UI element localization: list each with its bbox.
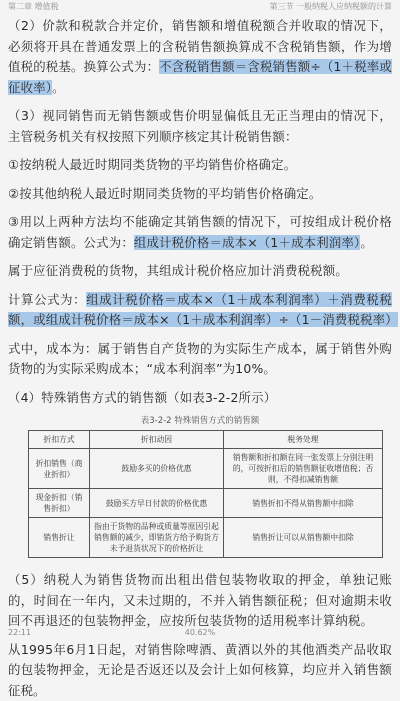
paragraph-calc-formula: 计算公式为：组成计税价格＝成本×（1＋成本利润率）＋消费税税额，或组成计税价格＝成本×（1＋成本利润率）÷（1－消费税税率） (8, 290, 392, 331)
chapter-title: 第二章 增值税 (8, 0, 59, 14)
paragraph-cost-definition: 式中，成本为：属于销售自产货物的为实际生产成本，属于销售外购货物的为实际采购成本；“成本利润率”为10%。 (8, 339, 392, 380)
reader-footer (0, 626, 400, 640)
list-item-3: ③用以上两种方法均不能确定其销售额的情况下，可按组成计税价格确定销售额。公式为：组成计税价格＝成本×（1＋成本利润率）。 (8, 212, 392, 253)
table-cell: 销售额和折扣额在同一张发票上分别注明的，可按折扣后的销售额征收增值税；否则，不得扣减销售额 (224, 449, 383, 489)
paragraph-2: （2）价款和税款合并定价，销售额和增值税额合并收取的情况下，必须将开具在普通发票上的含税销售额换算成不含税销售额，作为增值税的税基。换算公式为：不含税销售额＝含税销售额÷（1＋税率或征收率）。 (8, 16, 392, 98)
table-header-cell: 税务处理 (224, 431, 383, 449)
table-cell: 折扣销售（商业折扣） (29, 449, 90, 489)
page-content (8, 16, 392, 701)
table-cell: 销售折让 (29, 518, 90, 558)
paragraph-consumption-tax: 属于应征消费税的货物，其组成计税价格应加计消费税税额。 (8, 261, 392, 282)
table-cell: 销售折让可以从销售额中扣除 (224, 518, 383, 558)
paragraph-5: （5）纳税人为销售货物而出租出借包装物收取的押金，单独记账的，时间在一年内，又未过期的，不并入销售额征税；但对逾期未收回不再退还的包装物押金，应按所包装货物的适用税率计算纳税。 (8, 570, 392, 632)
highlight-formula-consumption[interactable]: 组成计税价格＝成本×（1＋成本利润率）＋消费税税额，或组成计税价格＝成本×（1＋成本利润率）÷（1－消费税税率） (8, 292, 398, 328)
table-header-cell: 折扣动因 (90, 431, 224, 449)
table-header-cell: 折扣方式 (29, 431, 90, 449)
table-cell: 现金折扣（销售折扣） (29, 489, 90, 518)
reading-progress: 40.62% (0, 626, 400, 640)
highlight-formula-net-sales[interactable]: 不含税销售额＝含税销售额÷（1＋税率或征收率） (8, 59, 392, 95)
table-cell: 鼓励多买的价格优惠 (90, 449, 224, 489)
special-sales-table (28, 430, 383, 558)
list-item-2: ②按其他纳税人最近时期同类货物的平均销售价格确定。 (8, 184, 392, 205)
clock-time: 22:11 (8, 626, 31, 640)
section-title: 第三节 一般纳税人应纳税额的计算 (269, 0, 392, 14)
table-row (29, 518, 383, 558)
table-row (29, 449, 383, 489)
list-item-1: ①按纳税人最近时期同类货物的平均销售价格确定。 (8, 155, 392, 176)
table-cell: 指由于货物的品种或质量等原因引起销售额的减少，即销货方给予购货方未予退货状况下的价格折让 (90, 518, 224, 558)
table-cell: 销售折扣不得从销售额中扣除 (224, 489, 383, 518)
paragraph-3: （3）视同销售而无销售额或售价明显偏低且无正当理由的情况下，主管税务机关有权按照下列顺序核定其计税销售额： (8, 106, 392, 147)
reader-header (0, 0, 400, 14)
table-row (29, 489, 383, 518)
table-cell: 鼓励买方早日付款的价格优惠 (90, 489, 224, 518)
table-caption: 表3-2-2 特殊销售方式的销售额 (8, 414, 392, 426)
table-header-row (29, 431, 383, 449)
paragraph-4-heading: （4）特殊销售方式的销售额（如表3-2-2所示） (8, 388, 392, 409)
paragraph-6: 从1995年6月1日起，对销售除啤酒、黄酒以外的其他酒类产品收取的包装物押金，无论是否返还以及会计上如何核算，均应并入销售额征税。 (8, 640, 392, 701)
highlight-formula-composite-price[interactable]: 组成计税价格＝成本×（1＋成本利润率） (134, 235, 361, 250)
